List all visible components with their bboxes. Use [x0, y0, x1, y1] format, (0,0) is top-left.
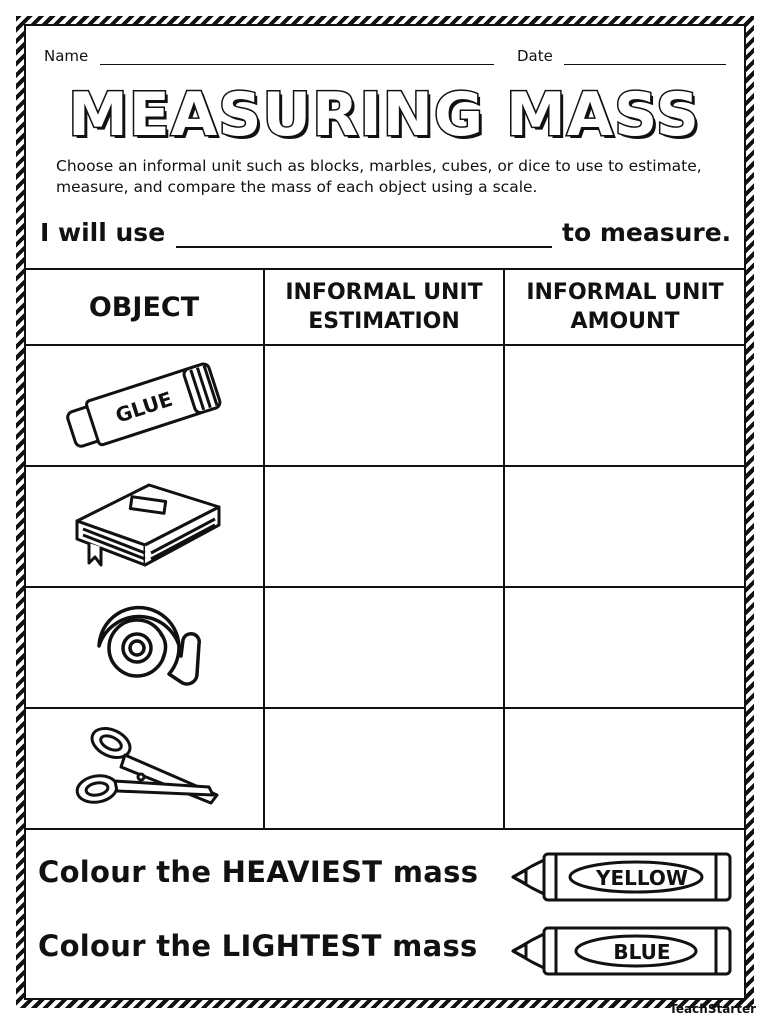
name-label: Name: [44, 47, 89, 65]
blue-crayon-label: BLUE: [613, 940, 671, 964]
column-header-object: OBJECT: [25, 269, 264, 345]
estimation-cell[interactable]: [264, 345, 504, 466]
unit-sentence-prefix: I will use: [40, 218, 166, 247]
tape-dispenser-icon: [69, 596, 219, 696]
page-title: MEASURING MASS: [68, 80, 700, 150]
book-icon: [59, 473, 229, 577]
object-cell: [25, 466, 264, 587]
object-cell: [25, 708, 264, 829]
estimation-cell[interactable]: [264, 708, 504, 829]
glue-label: GLUE: [112, 386, 176, 428]
unit-blank-line[interactable]: [176, 246, 552, 248]
amount-cell[interactable]: [504, 345, 745, 466]
column-header-amount: [504, 269, 745, 345]
instructions-text: Choose an informal unit such as blocks, marbles, cubes, or dice to use to estimate, measure, and compare the mass of each object using a scale.: [56, 157, 702, 196]
date-label: Date: [517, 47, 553, 65]
scissors-icon: [59, 717, 229, 817]
estimation-cell[interactable]: [264, 466, 504, 587]
yellow-crayon-label: YELLOW: [596, 866, 688, 890]
name-line[interactable]: [100, 64, 494, 65]
glue-stick-icon: [59, 354, 229, 454]
heaviest-instruction: Colour the HEAVIEST mass: [38, 855, 479, 889]
column-header-estimation-text: INFORMAL UNIT ESTIMATION: [285, 280, 483, 334]
table-row: [25, 708, 745, 829]
measurement-table: [25, 268, 745, 830]
amount-cell[interactable]: [504, 587, 745, 708]
date-field[interactable]: [517, 47, 553, 65]
table-row: [25, 587, 745, 708]
date-line[interactable]: [564, 64, 726, 65]
estimation-cell[interactable]: [264, 587, 504, 708]
amount-cell[interactable]: [504, 466, 745, 587]
unit-sentence-suffix: to measure.: [562, 218, 732, 247]
name-field[interactable]: [44, 47, 88, 65]
table-row: [25, 466, 745, 587]
column-header-amount-text: INFORMAL UNIT AMOUNT: [526, 280, 724, 334]
object-cell: [25, 345, 264, 466]
table-header-row: [25, 269, 745, 345]
amount-cell[interactable]: [504, 708, 745, 829]
lightest-instruction: Colour the LIGHTEST mass: [38, 929, 478, 963]
column-header-estimation: [264, 269, 504, 345]
object-cell: [25, 587, 264, 708]
table-row: [25, 345, 745, 466]
brand-logo: TeachStarter: [669, 1002, 756, 1016]
